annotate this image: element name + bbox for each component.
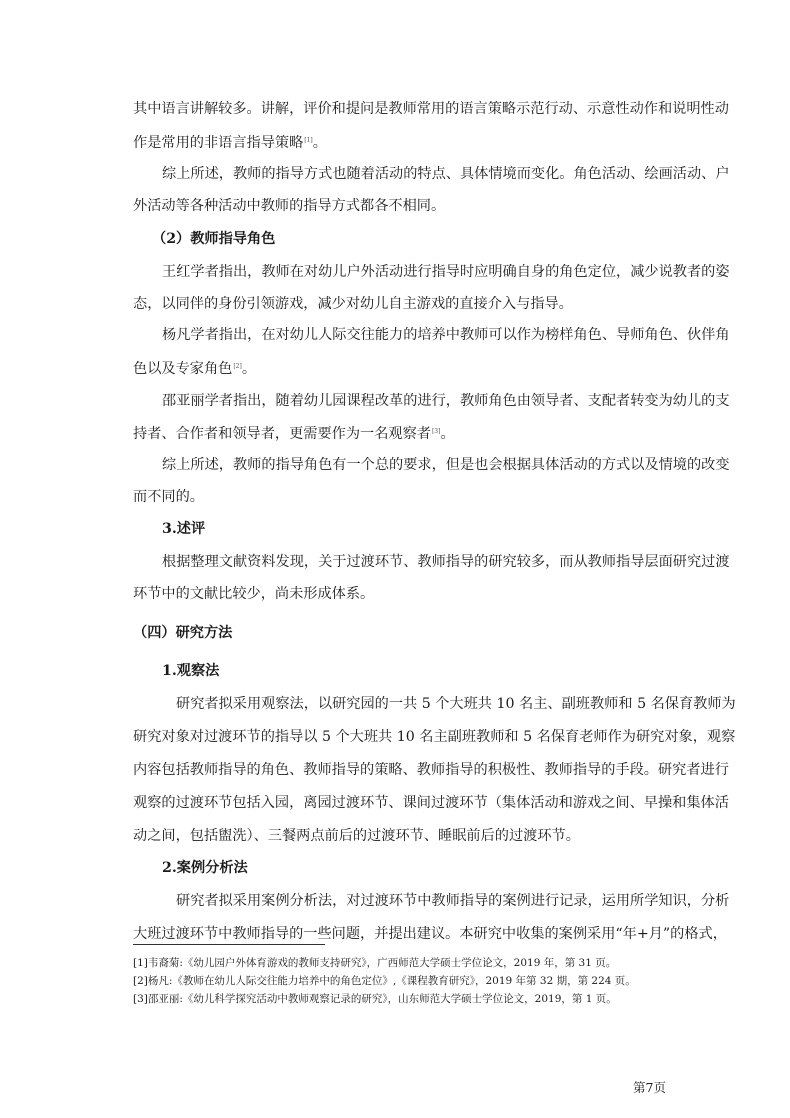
paragraph-line: 态，以同伴的身份引领游戏，减少对幼儿自主游戏的直接介入与指导。 [133, 296, 573, 312]
paragraph-line: 综上所述，教师的指导方式也随着活动的特点、具体情境而变化。角色活动、绘画活动、户 [162, 166, 730, 182]
paragraph-line: 综上所述，教师的指导角色有一个总的要求，但是也会根据具体活动的方式以及情境的改变 [162, 457, 730, 473]
section-heading: 1.观察法 [162, 663, 220, 679]
footnote: [1]韦裔菊:《幼儿园户外体育游戏的教师支持研究》，广西师范大学硕士学位论文，2019 年，第 31 页。 [133, 957, 617, 969]
paragraph-line: 色以及专家角色[2]。 [133, 361, 257, 377]
section-heading: 3.述评 [162, 521, 206, 537]
section-heading: （四）研究方法 [133, 625, 233, 641]
footnote: [2]杨凡:《教师在幼儿人际交往能力培养中的角色定位》,《课程教育研究》，2019 年第 32 期，第 224 页。 [133, 975, 636, 987]
paragraph-line: 动之间，包括盥洗）、三餐两点前后的过渡环节、睡眠前后的过渡环节。 [133, 828, 580, 844]
footnote: [3]邵亚丽:《幼儿科学探究活动中教师观察记录的研究》，山东师范大学硕士学位论文，2019，第 1 页。 [133, 993, 617, 1005]
section-heading: （2）教师指导角色 [152, 231, 276, 247]
paragraph-line: 根据整理文献资料发现，关于过渡环节、教师指导的研究较多，而从教师指导层面研究过渡 [162, 554, 730, 570]
section-heading: 2.案例分析法 [162, 860, 248, 876]
paragraph-line: 其中语言讲解较多。讲解，评价和提问是教师常用的语言策略示范行动、示意性动作和说明性动 [133, 101, 729, 117]
paragraph-line: 外活动等各种活动中教师的指导方式都各不相同。 [133, 198, 446, 214]
footnote-separator [133, 944, 325, 945]
paragraph-line: 邵亚丽学者指出，随着幼儿园课程改革的进行，教师角色由领导者、支配者转变为幼儿的支 [162, 393, 730, 409]
paragraph-line: 而不同的。 [133, 489, 204, 505]
citation-marker: [3] [431, 428, 441, 435]
paragraph-line: 观察的过渡环节包括入园，离园过渡环节、课间过渡环节（集体活动和游戏之间、早操和集体活 [133, 795, 729, 811]
paragraph-line: 大班过渡环节中教师指导的一些问题，并提出建议。本研究中收集的案例采用“年+月”的格式， [133, 926, 727, 942]
citation-marker: [1] [304, 137, 313, 144]
paragraph-line: 研究者拟采用观察法，以研究园的一共 5 个大班共 10 名主、副班教师和 5 名保育教师为 [176, 696, 736, 712]
paragraph-line: 研究对象对过渡环节的指导以 5 个大班共 10 名主副班教师和 5 名保育老师作为研究对象，观察 [133, 729, 736, 745]
paragraph-line: 杨凡学者指出，在对幼儿人际交往能力的培养中教师可以作为榜样角色、导师角色、伙伴角 [162, 327, 730, 343]
paragraph-line: 内容包括教师指导的角色、教师指导的策略、教师指导的积极性、教师指导的手段。研究者进行 [133, 762, 729, 778]
paragraph-line: 作是常用的非语言指导策略[1]。 [133, 135, 327, 151]
paragraph-line: 研究者拟采用案例分析法，对过渡环节中教师指导的案例进行记录，运用所学知识，分析 [176, 893, 730, 909]
paragraph-line: 持者、合作者和领导者，更需要作为一名观察者[3]。 [133, 426, 455, 442]
paragraph-line: 环节中的文献比较少，尚未形成体系。 [133, 586, 375, 602]
page-number: 第7页 [633, 1080, 666, 1095]
citation-marker: [2] [233, 363, 242, 370]
paragraph-line: 王红学者指出，教师在对幼儿户外活动进行指导时应明确自身的角色定位，减少说教者的姿 [162, 264, 730, 280]
